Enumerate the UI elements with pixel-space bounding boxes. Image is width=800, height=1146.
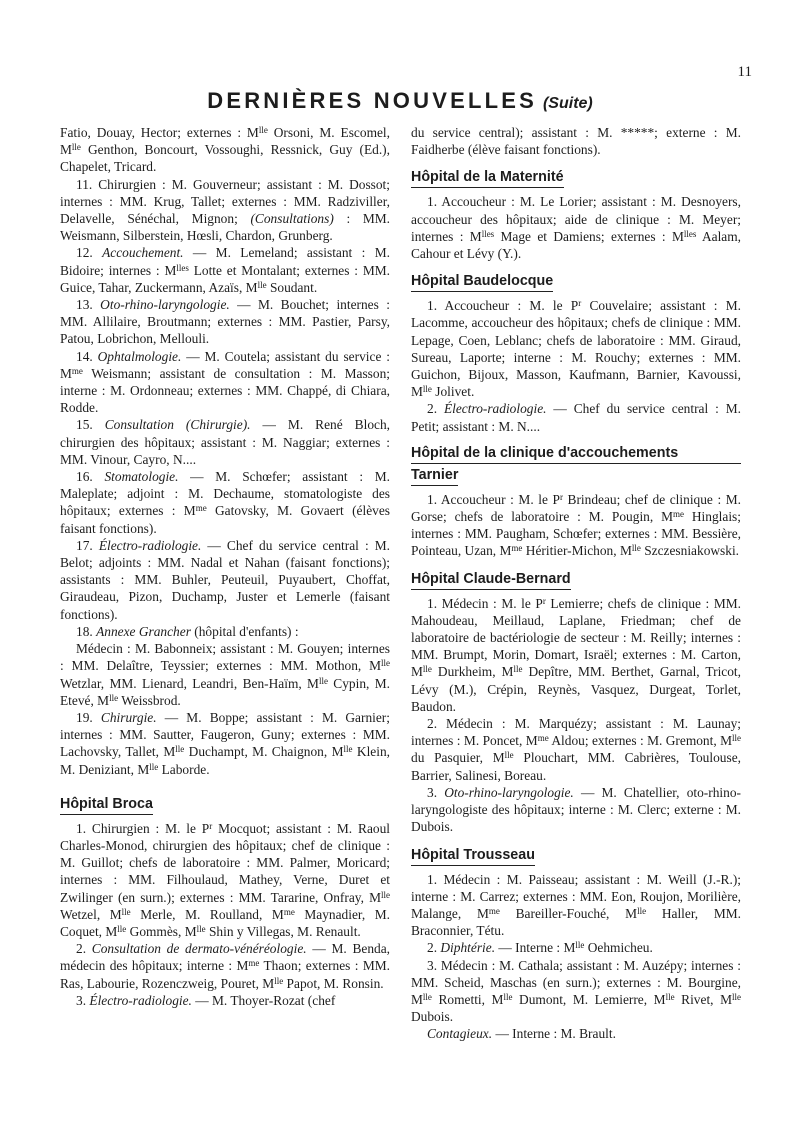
page-title: DERNIÈRES NOUVELLES — [207, 88, 537, 113]
service-entry: 2. Électro-radiologie. — Chef du service central : M. Petit; assistant : M. N.... — [411, 401, 742, 434]
section-heading-claude-bernard: Hôpital Claude-Bernard — [411, 571, 571, 590]
service-entry: Contagieux. — Interne : M. Brault. — [427, 1026, 616, 1042]
service-entry: 13. Oto-rhino-laryngologie. — M. Bouchet; internes : MM. Allilaire, Broutmann; externes : MM. Pastier, Parsy, Patou, Lobrichon, Mellouli. — [60, 297, 390, 347]
service-entry: 1. Médecin : M. le $P^r$ Lemierre; chefs de clinique : MM. Mahoudeau, Meillaud, Laplane, Friedman; chef de laboratoire de bactériologie de secteur : M. Reilly; internes : MM. Brumpt, Morin, Domart, Israël; externes : M. Carton, $M^{lle}$ Durkheim, $M^{lle}$ Depître, MM. Berthet, Garnal, Tricot, Lévy (M.), Crépin, Reynès, Vasquez, Durgeat, Torlet, Baudon. — [411, 595, 741, 714]
service-entry: 1. Accoucheur : M. le $P^r$ Couvelaire; assistant : M. Lacomme, accoucheur des hôpitaux; chefs de clinique : MM. Lepage, Coen, Leblanc; chefs de laboratoire : MM. Giraud, Sureau, Laporte; interne : M. Rouchy; externes : MM. Guichon, Bijoux, Masson, Kaufmann, Barnier, Kavoussi, $M^{lle}$ Jolivet. — [411, 298, 742, 400]
right-column — [411, 124, 741, 1043]
service-entry: 14. Ophtalmologie. — M. Coutela; assistant du service : $M^{me}$ Weismann; assistant de consultation : M. Masson; interne : M. Ordonneau; externes : MM. Chappé, di Chiara, Rodde. — [60, 348, 390, 416]
service-entry: 18. Annexe Grancher (hôpital d'enfants) : — [76, 623, 299, 639]
service-entry: 11. Chirurgien : M. Gouverneur; assistant : M. Dossot; internes : MM. Krug, Tallet; externes : MM. Radziviller, Delavelle, Sénéchal, Mignon; (Consultations) : MM. Weismann, Silberstein, Hœsli, Chardon, Grunberg. — [60, 176, 391, 244]
service-entry: 1. Accoucheur : M. le $P^r$ Brindeau; chef de clinique : M. Gorse; chefs de laboratoire : M. Pougin, $M^{me}$ Hinglais; internes : MM. Paugham, Schœfer; externes : MM. Bessière, Pointeau, Uzan, $M^{me}$ Héritier-Michon, $M^{lle}$ Szczesniakowski. — [411, 491, 741, 559]
service-entry: 15. Consultation (Chirurgie). — M. René Bloch, chirurgien des hôpitaux; assistant : M. Naggiar; externes : MM. Vinour, Cayro, N.... — [60, 417, 390, 467]
left-column — [60, 124, 390, 1009]
section-heading-tarnier-line2: Tarnier — [411, 467, 458, 486]
service-entry: 17. Électro-radiologie. — Chef du service central : M. Belot; adjoints : MM. Nadal et Nahan (faisant fonctions); assistants : MM. Buhler, Peuteuil, Puyaubert, Choffat, Giraudeau, Pizon, Duchamp, Juster et Lemerle (faisant fonctions). — [60, 537, 391, 622]
service-entry: 16. Stomatologie. — M. Schœfer; assistant : M. Maleplate; adjoint : M. Dechaume, stomatologiste des hôpitaux; externes : $M^{me}$ Gatovsky, M. Govaert (élèves faisant fonctions). — [60, 469, 391, 536]
service-entry: 1. Médecin : M. Paisseau; assistant : M. Weill (J.-R.); interne : M. Carrez; externes : MM. Eon, Roujon, Morilière, Malange, $M^{me}$ Bareiller-Fouché, $M^{lle}$ Haller, MM. Braconnier, Tétu. — [411, 871, 742, 939]
paragraph: du service central); assistant : M. *****; externe : M. Faidherbe (élève faisant fonctions). — [411, 125, 741, 158]
section-heading-baudelocque: Hôpital Baudelocque — [411, 273, 553, 292]
section-heading-trousseau: Hôpital Trousseau — [411, 847, 535, 866]
service-entry: 12. Accouchement. — M. Lemeland; assistant : M. Bidoire; internes : $M^{lles}$ Lotte et Montalant; externes : MM. Guice, Tahar, Zuckermann, Azaïs, $M^{lle}$ Soudant. — [60, 245, 390, 295]
service-entry: 3. Médecin : M. Cathala; assistant : M. Auzépy; internes : MM. Scheid, Maschas (en surn.); externes : M. Bourgine, $M^{lle}$ Rometti, $M^{lle}$ Dumont, M. Lemierre, $M^{lle}$ Rivet, $M^{lle}$ Dubois. — [411, 957, 741, 1025]
section-heading-tarnier: Hôpital de la clinique d'accouchements — [411, 445, 741, 464]
service-entry: Médecin : M. Babonneix; assistant : M. Gouyen; internes : MM. Delaître, Teyssier; externes : MM. Mothon, $M^{lle}$ Wetzlar, MM. Lienard, Leandri, Ben-Haïm, $M^{lle}$ Cypin, M. Etevé, $M^{lle}$ Weissbrod. — [60, 641, 390, 708]
service-entry: 2. Médecin : M. Marquézy; assistant : M. Launay; internes : M. Poncet, $M^{me}$ Aldou; externes : M. Gremont, $M^{lle}$ du Pasquier, $M^{lle}$ Plouchart, MM. Cabrières, Toulouse, Barrier, Salinesi, Boreau. — [411, 716, 742, 783]
section-heading-maternite: Hôpital de la Maternité — [411, 169, 564, 188]
service-entry: 3. Électro-radiologie. — M. Thoyer-Rozat (chef — [76, 992, 336, 1008]
service-entry: 2. Consultation de dermato-vénéréologie. — M. Benda, médecin des hôpitaux; interne : $M^{me}$ Thaon; externes : MM. Ras, Labourie, Rozenczweig, Pouret, $M^{lle}$ Papot, M. Ronsin. — [60, 941, 391, 991]
service-entry: 1. Accoucheur : M. Le Lorier; assistant : M. Desnoyers, accoucheur des hôpitaux; aide de clinique : M. Meyer; internes : $M^{lles}$ Mage et Damiens; externes : $M^{lles}$ Aalam, Cahour et Lévy (Y.). — [411, 194, 742, 262]
service-entry: 19. Chirurgie. — M. Boppe; assistant : M. Garnier; internes : MM. Sautter, Faugeron, Guny; externes : MM. Lachovsky, Tallet, $M^{lle}$ Duchampt, M. Chaignon, $M^{lle}$ Klein, M. Deniziant, $M^{lle}$ Laborde. — [60, 709, 390, 777]
page-header — [0, 88, 800, 114]
paragraph: Fatio, Douay, Hector; externes : $M^{lle}$ Orsoni, M. Escomel, $M^{lle}$ Genthon, Boncourt, Vossoughi, Ressnick, Guy (Ed.), Chapelet, Tricard. — [60, 125, 390, 175]
section-heading-broca: Hôpital Broca — [60, 796, 153, 815]
service-entry: 2. Diphtérie. — Interne : $M^{lle}$ Oehmicheu. — [427, 940, 653, 956]
service-entry: 3. Oto-rhino-laryngologie. — M. Chatellier, oto-rhino-laryngologiste des hôpitaux; interne : M. Clerc; externe : M. Dubois. — [411, 784, 741, 835]
service-entry: 1. Chirurgien : M. le $P^r$ Mocquot; assistant : M. Raoul Charles-Monod, chirurgien des hôpitaux; chef de clinique : M. Guillot; chefs de laboratoire : MM. Palmer, Moricard; internes : MM. Filhoulaud, Mathey, Verne, Duret et Zwilinger (en surn.); externes : MM. Tararine, Onfray, $M^{lle}$ Wetzel, $M^{lle}$ Merle, M. Roulland, $M^{me}$ Maynadier, M. Coquet, $M^{lle}$ Gommès, $M^{lle}$ Shin y Villegas, M. Renault. — [60, 820, 390, 939]
page-number: 11 — [737, 64, 752, 80]
page-title-suite: (Suite) — [542, 95, 593, 112]
